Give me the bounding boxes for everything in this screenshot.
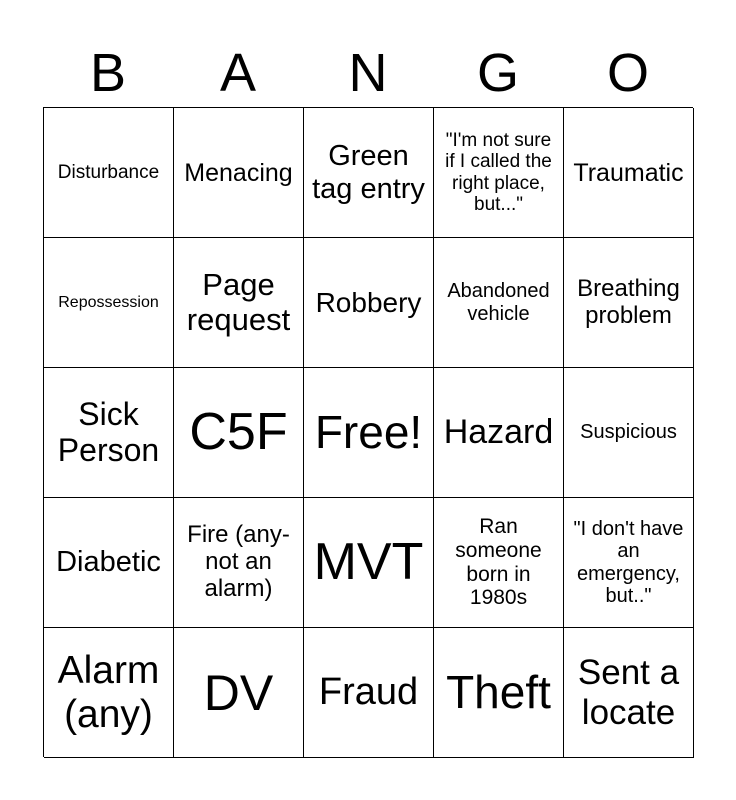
bingo-cell[interactable]	[304, 628, 434, 758]
cell-text: Abandoned vehicle	[447, 280, 550, 325]
header-letter-g: G	[476, 43, 519, 103]
bingo-cell[interactable]	[434, 368, 564, 498]
header-letter-b: B	[89, 43, 127, 103]
cell-text: Traumatic	[573, 158, 684, 187]
cell-text: Sent a locate	[577, 653, 680, 732]
bingo-cell[interactable]	[174, 628, 304, 758]
cell-text: Fire (any- not an alarm)	[187, 521, 290, 602]
bingo-cell[interactable]	[174, 238, 304, 368]
bingo-cell[interactable]	[564, 498, 694, 628]
bingo-cell[interactable]	[44, 108, 174, 238]
bingo-cell[interactable]	[434, 108, 564, 238]
bingo-card	[43, 107, 693, 757]
bingo-cell[interactable]	[434, 238, 564, 368]
cell-text: Ran someone born in 1980s	[455, 515, 542, 610]
cell-text: Hazard	[443, 413, 554, 452]
bingo-cell[interactable]	[564, 628, 694, 758]
bingo-cell[interactable]	[434, 498, 564, 628]
cell-text: Sick Person	[57, 395, 160, 468]
bingo-cell[interactable]	[564, 368, 694, 498]
bingo-cell[interactable]	[44, 628, 174, 758]
bingo-cell[interactable]	[304, 238, 434, 368]
cell-text: Green tag entry	[312, 140, 425, 205]
cell-text: DV	[203, 664, 274, 721]
cell-text: MVT	[313, 533, 424, 592]
bingo-cell[interactable]	[564, 238, 694, 368]
bingo-cell[interactable]	[304, 498, 434, 628]
bingo-cell[interactable]	[174, 368, 304, 498]
bingo-cell[interactable]	[564, 108, 694, 238]
cell-text: Breathing problem	[577, 274, 680, 329]
cell-text: Robbery	[315, 286, 422, 318]
bingo-cell[interactable]	[434, 628, 564, 758]
cell-text: Fraud	[318, 671, 419, 714]
cell-text: Menacing	[184, 158, 293, 187]
bingo-cell[interactable]	[304, 368, 434, 498]
bingo-cell[interactable]	[174, 108, 304, 238]
bingo-cell[interactable]	[304, 108, 434, 238]
cell-text: "I don't have an emergency, but.."	[573, 517, 684, 607]
bingo-cell[interactable]	[174, 498, 304, 628]
bingo-cell[interactable]	[44, 498, 174, 628]
cell-text: Alarm (any)	[57, 648, 160, 736]
bingo-cell[interactable]	[44, 238, 174, 368]
cell-text: Repossession	[58, 293, 159, 311]
header-letter-n: N	[348, 43, 388, 103]
bingo-header	[43, 40, 693, 106]
cell-text: Suspicious	[580, 421, 677, 444]
header-letter-o: O	[606, 43, 649, 103]
cell-text: Theft	[446, 665, 551, 718]
cell-text: Diabetic	[56, 546, 161, 579]
cell-text: Free!	[314, 405, 423, 458]
cell-text: Disturbance	[57, 161, 160, 183]
bingo-cell[interactable]	[44, 368, 174, 498]
cell-text: "I'm not sure if I called the right place, but..."	[445, 129, 552, 215]
cell-text: C5F	[189, 403, 288, 462]
cell-text: Page request	[186, 266, 291, 337]
header-letter-a: A	[219, 43, 257, 103]
